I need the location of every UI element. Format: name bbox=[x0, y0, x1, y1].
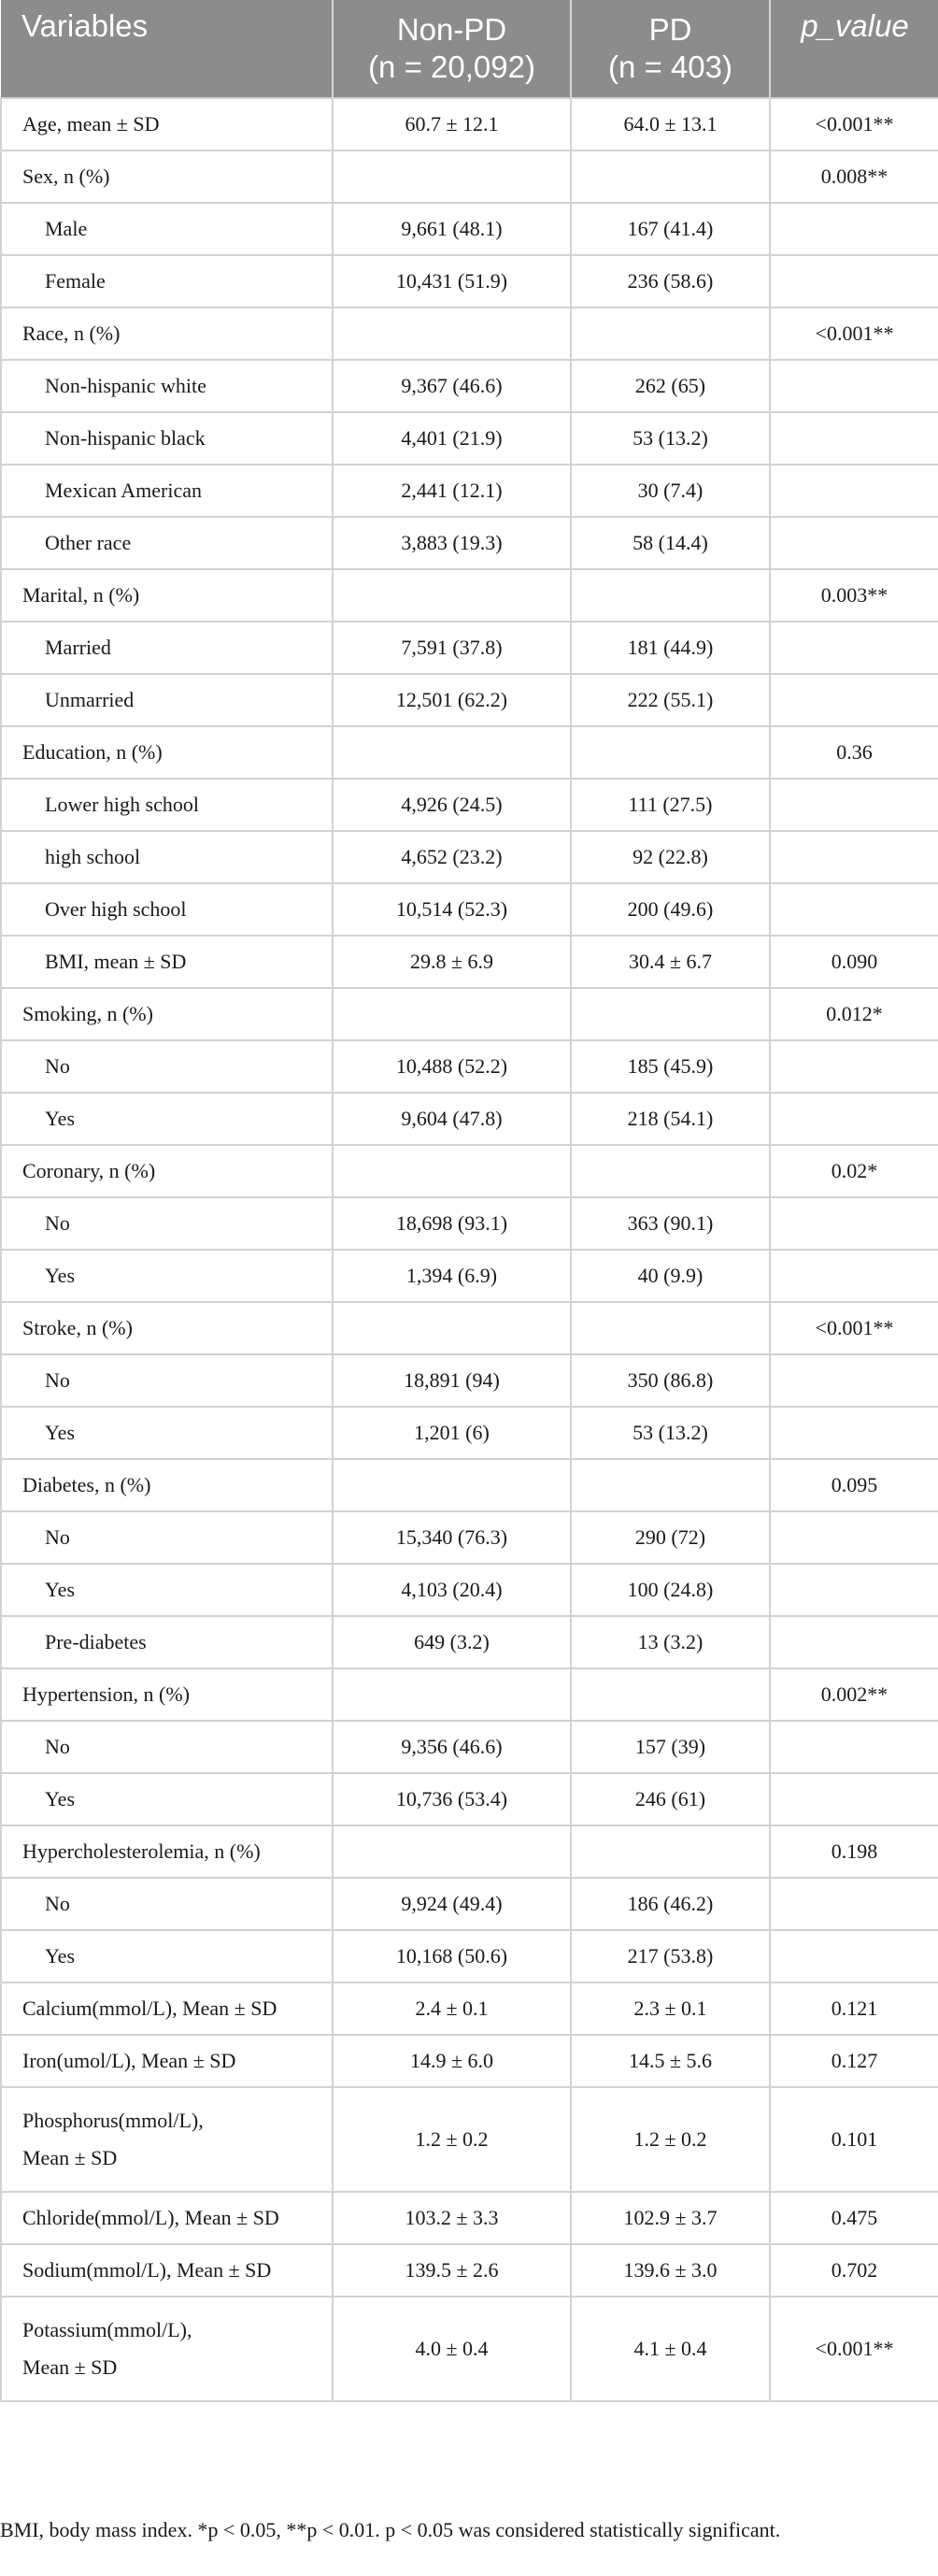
table-row bbox=[1, 622, 938, 674]
cell-variable bbox=[1, 203, 333, 255]
cell-pd: 222 (55.1) bbox=[571, 674, 770, 726]
header-variables: Variables bbox=[1, 0, 333, 98]
table-row bbox=[1, 1930, 938, 1982]
cell-pvalue: 0.090 bbox=[770, 936, 938, 988]
cell-variable bbox=[1, 1459, 333, 1511]
cell-variable bbox=[1, 1616, 333, 1668]
variable-label: BMI, mean ± SD bbox=[45, 950, 187, 973]
table-row bbox=[1, 1145, 938, 1197]
cell-variable bbox=[1, 1250, 333, 1302]
cell-nonpd: 10,431 (51.9) bbox=[333, 255, 571, 308]
cell-pvalue: 0.012* bbox=[770, 988, 938, 1040]
variable-label: Yes bbox=[45, 1107, 76, 1130]
cell-pvalue: 0.02* bbox=[770, 1145, 938, 1197]
table-row bbox=[1, 2297, 938, 2401]
cell-variable bbox=[1, 1040, 333, 1093]
cell-nonpd: 60.7 ± 12.1 bbox=[333, 98, 571, 150]
cell-pd: 2.3 ± 0.1 bbox=[571, 1982, 770, 2035]
cell-pd: 64.0 ± 13.1 bbox=[571, 98, 770, 150]
cell-pvalue bbox=[770, 1773, 938, 1825]
cell-nonpd: 18,698 (93.1) bbox=[333, 1197, 571, 1250]
cell-pd bbox=[571, 308, 770, 360]
cell-pvalue: <0.001** bbox=[770, 2297, 938, 2401]
cell-pvalue bbox=[770, 465, 938, 517]
cell-pvalue: 0.475 bbox=[770, 2192, 938, 2244]
cell-nonpd: 29.8 ± 6.9 bbox=[333, 936, 571, 988]
cell-nonpd: 10,488 (52.2) bbox=[333, 1040, 571, 1093]
variable-label: Lower high school bbox=[45, 793, 199, 816]
cell-nonpd: 4,401 (21.9) bbox=[333, 412, 571, 465]
cell-variable bbox=[1, 726, 333, 779]
cell-pvalue: <0.001** bbox=[770, 98, 938, 150]
cell-pvalue bbox=[770, 883, 938, 936]
variable-label: Married bbox=[45, 636, 111, 659]
variable-label: Unmarried bbox=[45, 688, 135, 711]
cell-pvalue: 0.095 bbox=[770, 1459, 938, 1511]
cell-nonpd: 649 (3.2) bbox=[333, 1616, 571, 1668]
table-row bbox=[1, 779, 938, 831]
variable-label-line2: Mean ± SD bbox=[22, 2146, 118, 2169]
cell-variable bbox=[1, 988, 333, 1040]
cell-nonpd: 4,926 (24.5) bbox=[333, 779, 571, 831]
cell-nonpd bbox=[333, 1459, 571, 1511]
cell-pd: 30 (7.4) bbox=[571, 465, 770, 517]
cell-pvalue bbox=[770, 1930, 938, 1982]
table-row bbox=[1, 1250, 938, 1302]
cell-nonpd: 3,883 (19.3) bbox=[333, 517, 571, 569]
cell-nonpd: 1.2 ± 0.2 bbox=[333, 2087, 571, 2192]
table-body bbox=[1, 98, 938, 2401]
table-row bbox=[1, 1459, 938, 1511]
table-row bbox=[1, 1511, 938, 1564]
cell-pd: 236 (58.6) bbox=[571, 255, 770, 308]
cell-pd: 58 (14.4) bbox=[571, 517, 770, 569]
variable-label: Marital, n (%) bbox=[22, 583, 140, 607]
table-row bbox=[1, 1197, 938, 1250]
cell-pvalue: 0.702 bbox=[770, 2244, 938, 2297]
cell-pvalue bbox=[770, 1354, 938, 1407]
cell-pvalue bbox=[770, 1093, 938, 1145]
cell-variable bbox=[1, 936, 333, 988]
cell-pvalue bbox=[770, 203, 938, 255]
table-footnote: BMI, body mass index. *p < 0.05, **p < 0.01. p < 0.05 was considered statistically significant. bbox=[0, 2518, 781, 2541]
cell-variable bbox=[1, 1093, 333, 1145]
cell-variable bbox=[1, 1878, 333, 1930]
cell-nonpd: 9,604 (47.8) bbox=[333, 1093, 571, 1145]
cell-pd: 13 (3.2) bbox=[571, 1616, 770, 1668]
table-row bbox=[1, 1982, 938, 2035]
cell-nonpd: 9,924 (49.4) bbox=[333, 1878, 571, 1930]
table-row bbox=[1, 1825, 938, 1878]
cell-pd: 185 (45.9) bbox=[571, 1040, 770, 1093]
table-row bbox=[1, 1093, 938, 1145]
table-row bbox=[1, 2035, 938, 2087]
cell-pvalue: 0.003** bbox=[770, 569, 938, 622]
cell-pd: 53 (13.2) bbox=[571, 412, 770, 465]
cell-pvalue bbox=[770, 779, 938, 831]
table-row bbox=[1, 831, 938, 883]
variable-label: Phosphorus(mmol/L), bbox=[22, 2109, 204, 2132]
variable-label: Iron(umol/L), Mean ± SD bbox=[22, 2049, 236, 2072]
cell-pvalue bbox=[770, 1197, 938, 1250]
cell-nonpd: 9,356 (46.6) bbox=[333, 1721, 571, 1773]
cell-nonpd: 9,661 (48.1) bbox=[333, 203, 571, 255]
cell-pd: 350 (86.8) bbox=[571, 1354, 770, 1407]
variable-label: No bbox=[45, 1211, 70, 1235]
cell-pvalue: 0.127 bbox=[770, 2035, 938, 2087]
cell-pvalue bbox=[770, 1721, 938, 1773]
cell-variable bbox=[1, 2297, 333, 2401]
cell-pvalue: 0.121 bbox=[770, 1982, 938, 2035]
cell-pvalue bbox=[770, 831, 938, 883]
cell-pd: 218 (54.1) bbox=[571, 1093, 770, 1145]
cell-pvalue bbox=[770, 517, 938, 569]
cell-pvalue bbox=[770, 412, 938, 465]
variable-label: Yes bbox=[45, 1421, 76, 1444]
cell-pd bbox=[571, 569, 770, 622]
cell-variable bbox=[1, 1407, 333, 1459]
cell-nonpd: 4,103 (20.4) bbox=[333, 1564, 571, 1616]
variable-label: No bbox=[45, 1892, 70, 1915]
cell-variable bbox=[1, 308, 333, 360]
cell-pd: 139.6 ± 3.0 bbox=[571, 2244, 770, 2297]
cell-variable bbox=[1, 465, 333, 517]
cell-nonpd: 10,168 (50.6) bbox=[333, 1930, 571, 1982]
header-nonpd-n: (n = 20,092) bbox=[368, 50, 535, 84]
cell-pvalue: 0.198 bbox=[770, 1825, 938, 1878]
cell-pvalue bbox=[770, 1616, 938, 1668]
cell-pvalue: 0.008** bbox=[770, 150, 938, 203]
cell-nonpd bbox=[333, 569, 571, 622]
cell-variable bbox=[1, 622, 333, 674]
table-row bbox=[1, 1407, 938, 1459]
cell-pvalue bbox=[770, 1878, 938, 1930]
cell-variable bbox=[1, 1354, 333, 1407]
cell-pd: 186 (46.2) bbox=[571, 1878, 770, 1930]
cell-nonpd: 12,501 (62.2) bbox=[333, 674, 571, 726]
cell-pvalue bbox=[770, 255, 938, 308]
variable-label: No bbox=[45, 1054, 70, 1078]
variable-label: Hypercholesterolemia, n (%) bbox=[22, 1839, 261, 1863]
table-row bbox=[1, 1564, 938, 1616]
cell-pd bbox=[571, 1459, 770, 1511]
variable-label: Over high school bbox=[45, 897, 187, 921]
cell-nonpd bbox=[333, 150, 571, 203]
header-pd-n: (n = 403) bbox=[608, 50, 732, 84]
variable-label: No bbox=[45, 1525, 70, 1549]
cell-pd: 4.1 ± 0.4 bbox=[571, 2297, 770, 2401]
header-pd-name: PD bbox=[648, 12, 692, 47]
cell-pvalue bbox=[770, 1564, 938, 1616]
table-row bbox=[1, 1302, 938, 1354]
cell-nonpd: 10,514 (52.3) bbox=[333, 883, 571, 936]
cell-pd: 363 (90.1) bbox=[571, 1197, 770, 1250]
table-header-row bbox=[1, 0, 938, 98]
cell-pd: 53 (13.2) bbox=[571, 1407, 770, 1459]
cell-pvalue bbox=[770, 360, 938, 412]
variable-label: Hypertension, n (%) bbox=[22, 1682, 191, 1706]
variable-label: Yes bbox=[45, 1264, 76, 1287]
cell-nonpd: 9,367 (46.6) bbox=[333, 360, 571, 412]
cell-nonpd: 7,591 (37.8) bbox=[333, 622, 571, 674]
cell-nonpd bbox=[333, 726, 571, 779]
cell-nonpd: 14.9 ± 6.0 bbox=[333, 2035, 571, 2087]
table-row bbox=[1, 2244, 938, 2297]
header-nonpd-name: Non-PD bbox=[396, 12, 507, 47]
table-row bbox=[1, 98, 938, 150]
table-row bbox=[1, 569, 938, 622]
variable-label: Yes bbox=[45, 1578, 76, 1601]
cell-nonpd bbox=[333, 1668, 571, 1721]
cell-variable bbox=[1, 779, 333, 831]
table-row bbox=[1, 674, 938, 726]
cell-pd bbox=[571, 1145, 770, 1197]
cell-variable bbox=[1, 2087, 333, 2192]
variable-label: Smoking, n (%) bbox=[22, 1002, 153, 1025]
cell-pvalue bbox=[770, 1040, 938, 1093]
cell-variable bbox=[1, 98, 333, 150]
cell-pvalue bbox=[770, 674, 938, 726]
variable-label: Non-hispanic black bbox=[45, 426, 206, 450]
variable-label: Sex, n (%) bbox=[22, 165, 110, 188]
cell-pvalue: 0.36 bbox=[770, 726, 938, 779]
cell-pd bbox=[571, 150, 770, 203]
table-row bbox=[1, 1040, 938, 1093]
cell-pvalue bbox=[770, 1511, 938, 1564]
table-row bbox=[1, 988, 938, 1040]
table-row bbox=[1, 1668, 938, 1721]
table-row bbox=[1, 517, 938, 569]
cell-nonpd: 103.2 ± 3.3 bbox=[333, 2192, 571, 2244]
cell-pd: 181 (44.9) bbox=[571, 622, 770, 674]
cell-nonpd: 18,891 (94) bbox=[333, 1354, 571, 1407]
cell-variable bbox=[1, 412, 333, 465]
cell-pd: 14.5 ± 5.6 bbox=[571, 2035, 770, 2087]
cell-variable bbox=[1, 1668, 333, 1721]
cell-variable bbox=[1, 1982, 333, 2035]
cell-pd: 102.9 ± 3.7 bbox=[571, 2192, 770, 2244]
cell-nonpd: 1,201 (6) bbox=[333, 1407, 571, 1459]
cell-pd: 92 (22.8) bbox=[571, 831, 770, 883]
variable-label: Potassium(mmol/L), bbox=[22, 2318, 192, 2341]
table-row bbox=[1, 203, 938, 255]
table-row bbox=[1, 2192, 938, 2244]
variable-label: Other race bbox=[45, 531, 132, 554]
cell-variable bbox=[1, 2035, 333, 2087]
cell-pd: 246 (61) bbox=[571, 1773, 770, 1825]
cell-variable bbox=[1, 255, 333, 308]
cell-pd: 111 (27.5) bbox=[571, 779, 770, 831]
cell-pd bbox=[571, 1825, 770, 1878]
variable-label: Race, n (%) bbox=[22, 322, 121, 345]
cell-pd: 157 (39) bbox=[571, 1721, 770, 1773]
cell-variable bbox=[1, 1302, 333, 1354]
cell-pd bbox=[571, 1302, 770, 1354]
variable-label: Chloride(mmol/L), Mean ± SD bbox=[22, 2206, 279, 2229]
cell-pd: 200 (49.6) bbox=[571, 883, 770, 936]
variable-label: Diabetes, n (%) bbox=[22, 1473, 151, 1496]
table-row bbox=[1, 1721, 938, 1773]
variable-label: Stroke, n (%) bbox=[22, 1316, 133, 1339]
variable-label: high school bbox=[45, 845, 141, 868]
variable-label: Male bbox=[45, 217, 88, 240]
cell-nonpd: 15,340 (76.3) bbox=[333, 1511, 571, 1564]
cell-variable bbox=[1, 360, 333, 412]
table-row bbox=[1, 1616, 938, 1668]
cell-pd: 40 (9.9) bbox=[571, 1250, 770, 1302]
cell-pd: 290 (72) bbox=[571, 1511, 770, 1564]
table-row bbox=[1, 1773, 938, 1825]
cell-nonpd bbox=[333, 1825, 571, 1878]
cell-pd: 217 (53.8) bbox=[571, 1930, 770, 1982]
cell-pd: 1.2 ± 0.2 bbox=[571, 2087, 770, 2192]
variable-label: Education, n (%) bbox=[22, 740, 163, 764]
variable-label: Mexican American bbox=[45, 479, 202, 502]
table-row bbox=[1, 1354, 938, 1407]
variable-label: Pre-diabetes bbox=[45, 1630, 147, 1653]
cell-nonpd bbox=[333, 308, 571, 360]
cell-variable bbox=[1, 1773, 333, 1825]
cell-nonpd bbox=[333, 1145, 571, 1197]
table-row bbox=[1, 726, 938, 779]
variable-label: Age, mean ± SD bbox=[22, 112, 160, 136]
cell-nonpd bbox=[333, 1302, 571, 1354]
cell-variable bbox=[1, 517, 333, 569]
cell-variable bbox=[1, 1930, 333, 1982]
cell-pvalue bbox=[770, 1250, 938, 1302]
variable-label: Calcium(mmol/L), Mean ± SD bbox=[22, 1996, 277, 2020]
cell-pd: 100 (24.8) bbox=[571, 1564, 770, 1616]
table-row bbox=[1, 465, 938, 517]
table-row bbox=[1, 883, 938, 936]
cell-nonpd: 4,652 (23.2) bbox=[333, 831, 571, 883]
table-row bbox=[1, 308, 938, 360]
variable-label: Yes bbox=[45, 1944, 76, 1968]
cell-pvalue: 0.101 bbox=[770, 2087, 938, 2192]
table-row bbox=[1, 360, 938, 412]
variable-label: Female bbox=[45, 269, 106, 293]
cell-nonpd: 2,441 (12.1) bbox=[333, 465, 571, 517]
cell-pvalue: <0.001** bbox=[770, 308, 938, 360]
cell-pd bbox=[571, 726, 770, 779]
table-row bbox=[1, 2087, 938, 2192]
cell-variable bbox=[1, 569, 333, 622]
variable-label: No bbox=[45, 1368, 70, 1392]
cell-nonpd bbox=[333, 988, 571, 1040]
header-pvalue bbox=[770, 0, 938, 98]
cell-variable bbox=[1, 1145, 333, 1197]
cell-variable bbox=[1, 2192, 333, 2244]
cell-variable bbox=[1, 883, 333, 936]
cell-pd: 30.4 ± 6.7 bbox=[571, 936, 770, 988]
cell-pvalue: 0.002** bbox=[770, 1668, 938, 1721]
table-row bbox=[1, 255, 938, 308]
header-nonpd bbox=[333, 0, 571, 98]
cell-nonpd: 1,394 (6.9) bbox=[333, 1250, 571, 1302]
cell-nonpd: 10,736 (53.4) bbox=[333, 1773, 571, 1825]
table-row bbox=[1, 936, 938, 988]
cell-variable bbox=[1, 1511, 333, 1564]
header-pd bbox=[571, 0, 770, 98]
cell-variable bbox=[1, 831, 333, 883]
variable-label: No bbox=[45, 1735, 70, 1758]
table-row bbox=[1, 1878, 938, 1930]
cell-pd: 167 (41.4) bbox=[571, 203, 770, 255]
cell-nonpd: 139.5 ± 2.6 bbox=[333, 2244, 571, 2297]
cell-variable bbox=[1, 1197, 333, 1250]
table-row bbox=[1, 150, 938, 203]
cell-variable bbox=[1, 1564, 333, 1616]
variable-label: Non-hispanic white bbox=[45, 374, 206, 397]
variable-label-line2: Mean ± SD bbox=[22, 2355, 118, 2379]
cell-variable bbox=[1, 1825, 333, 1878]
cell-pvalue bbox=[770, 622, 938, 674]
variable-label: Coronary, n (%) bbox=[22, 1159, 156, 1182]
variable-label: Sodium(mmol/L), Mean ± SD bbox=[22, 2258, 272, 2282]
cell-variable bbox=[1, 2244, 333, 2297]
cell-pvalue bbox=[770, 1407, 938, 1459]
header-pvalue-text: p_value bbox=[801, 8, 909, 43]
cell-variable bbox=[1, 150, 333, 203]
table-row bbox=[1, 412, 938, 465]
cell-variable bbox=[1, 1721, 333, 1773]
cell-nonpd: 4.0 ± 0.4 bbox=[333, 2297, 571, 2401]
cell-nonpd: 2.4 ± 0.1 bbox=[333, 1982, 571, 2035]
cell-pvalue: <0.001** bbox=[770, 1302, 938, 1354]
variable-label: Yes bbox=[45, 1787, 76, 1810]
cell-pd bbox=[571, 988, 770, 1040]
cell-variable bbox=[1, 674, 333, 726]
cell-pd bbox=[571, 1668, 770, 1721]
cell-pd: 262 (65) bbox=[571, 360, 770, 412]
